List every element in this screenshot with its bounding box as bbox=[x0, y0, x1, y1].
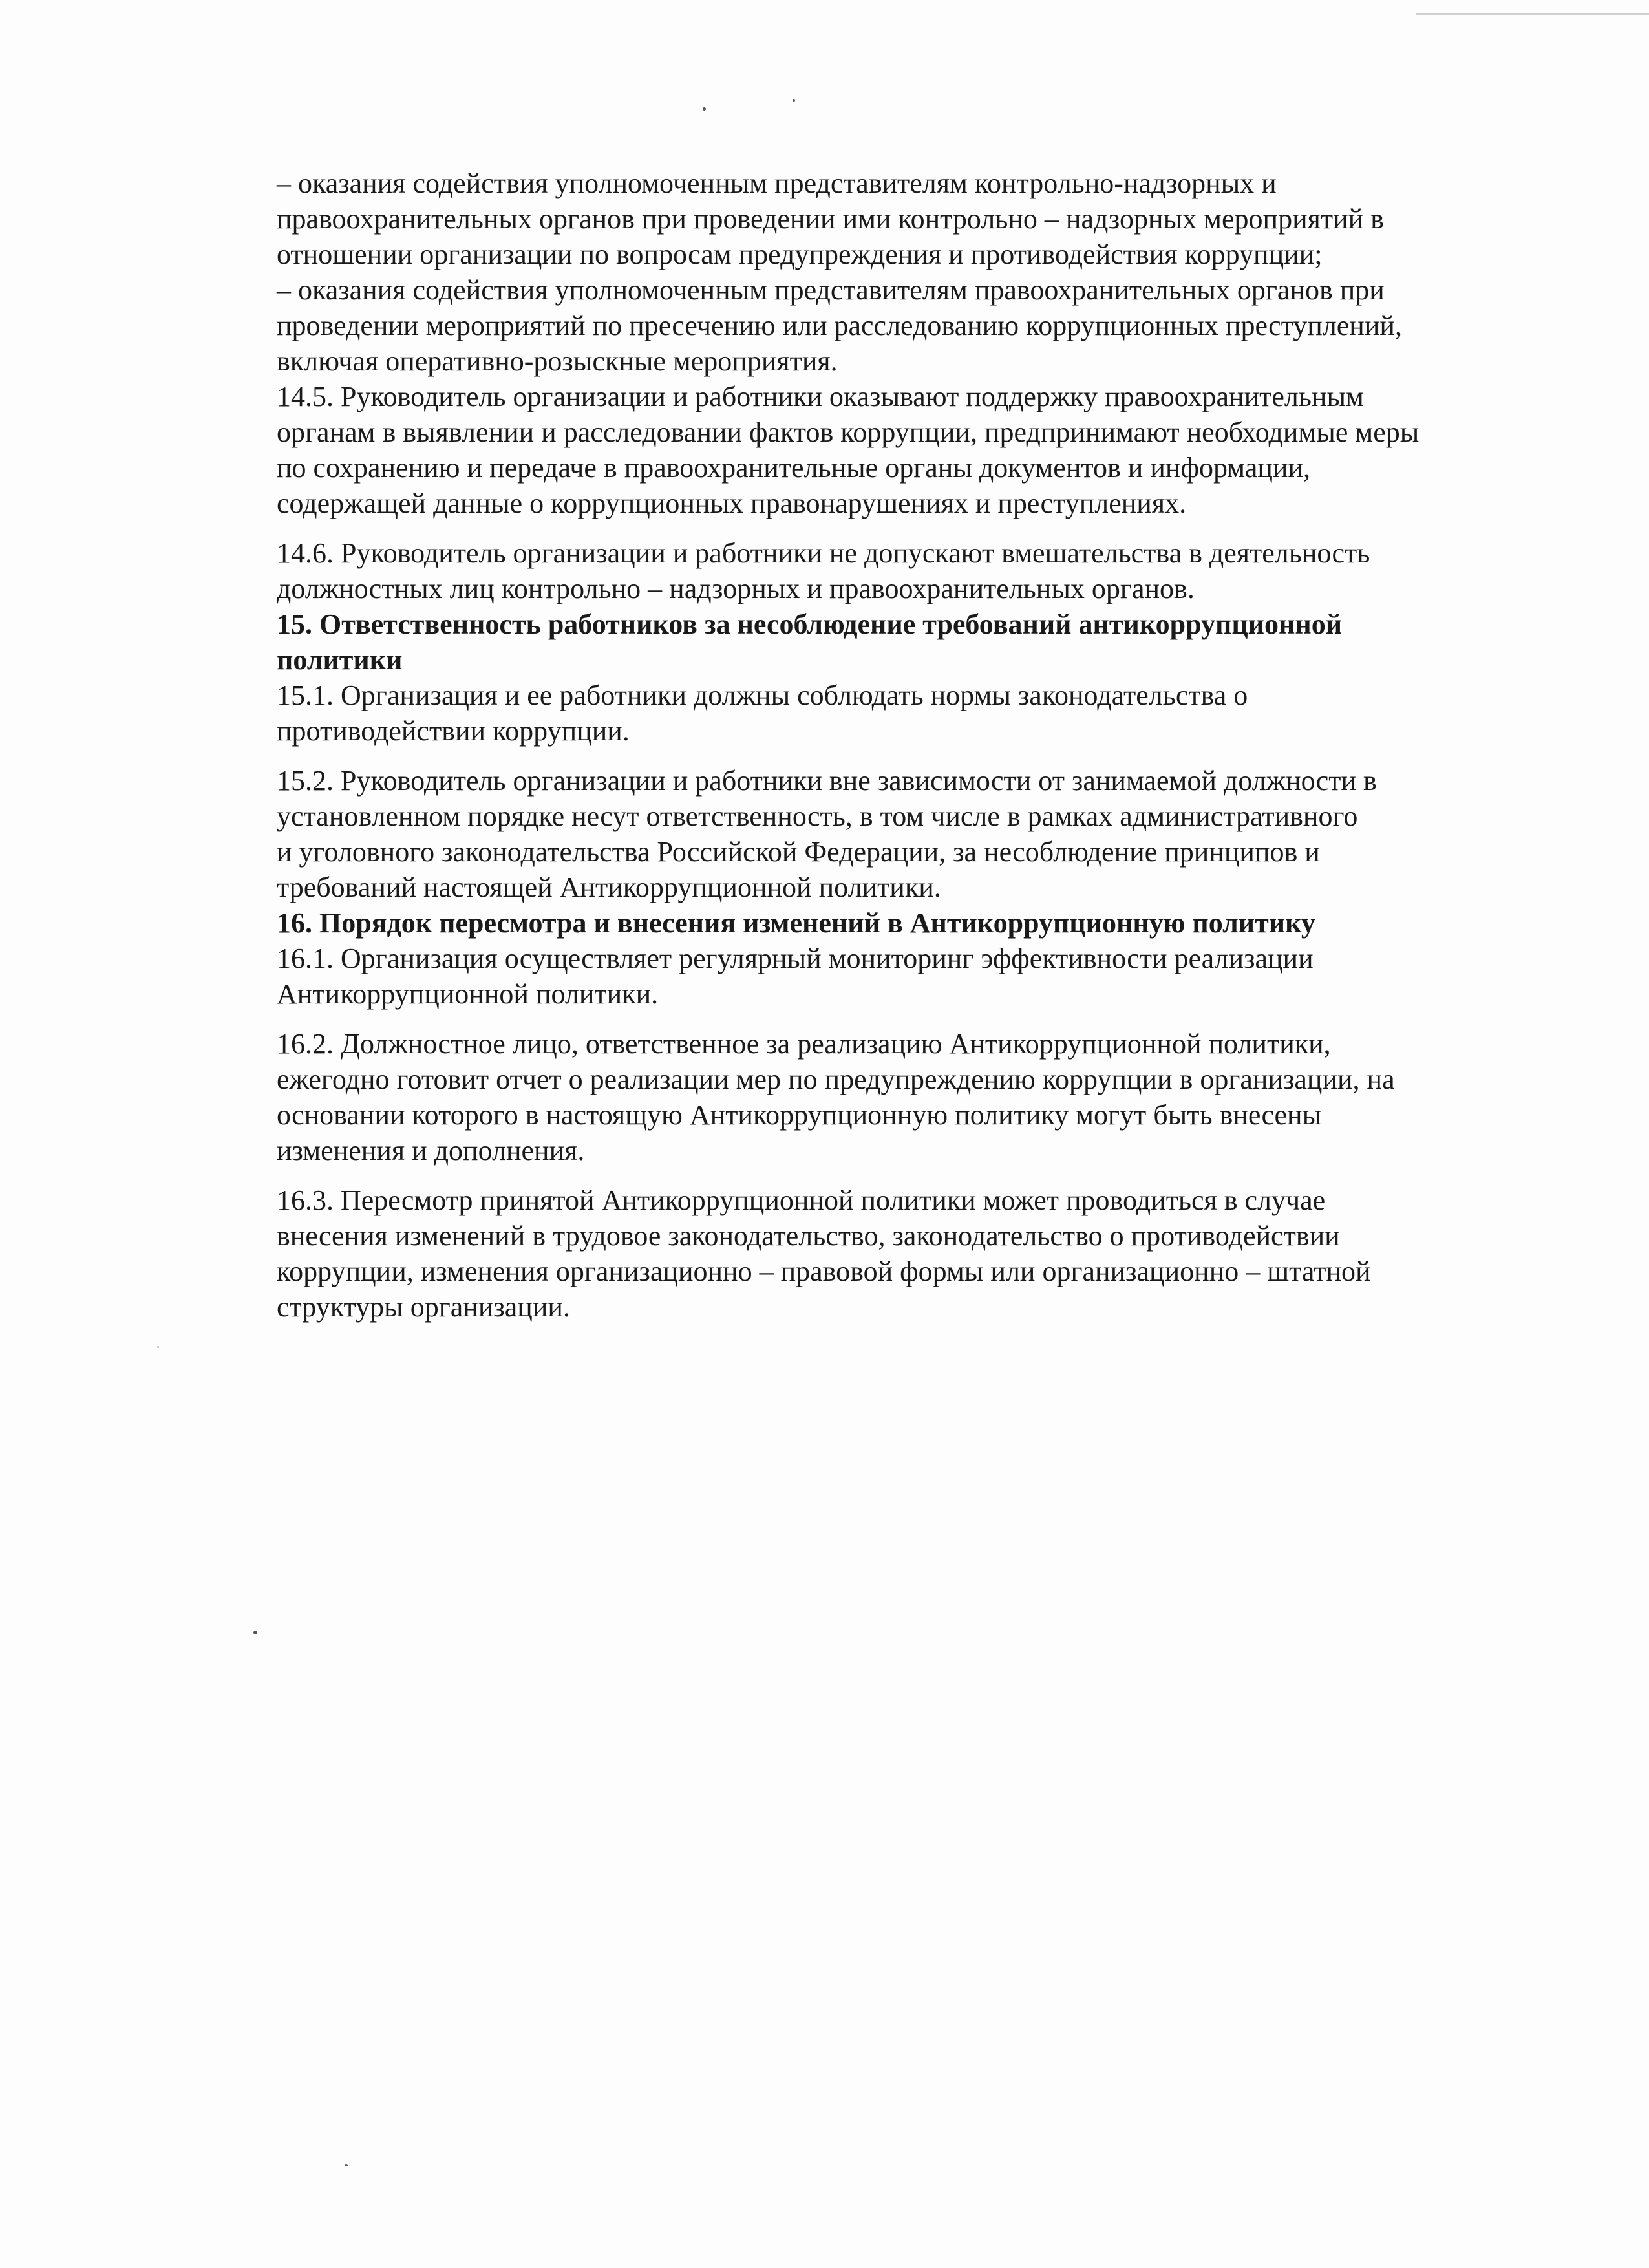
paragraph bbox=[277, 941, 1544, 1012]
paragraph bbox=[277, 166, 1544, 379]
text-line: 15. Ответственность работников за несоблюдение требований антикоррупционной bbox=[277, 608, 1343, 640]
paragraph bbox=[277, 379, 1544, 521]
text-line: 16.3. Пересмотр принятой Антикоррупционной политики может проводиться в случае bbox=[277, 1184, 1326, 1216]
text-line: Антикоррупционной политики. bbox=[277, 978, 659, 1010]
scan-speck bbox=[793, 99, 795, 102]
scan-speck bbox=[345, 2164, 348, 2166]
text-line: должностных лиц контрольно – надзорных и правоохранительных органов. bbox=[277, 573, 1195, 604]
text-line: 15.1. Организация и ее работники должны соблюдать нормы законодательства о bbox=[277, 679, 1248, 711]
text-line: отношении организации по вопросам предупреждения и противодействия коррупции; bbox=[277, 239, 1323, 270]
text-line: 14.6. Руководитель организации и работники не допускают вмешательства в деятельность bbox=[277, 537, 1370, 569]
text-line: – оказания содействия уполномоченным представителям контрольно-надзорных и bbox=[277, 167, 1277, 199]
paragraph bbox=[277, 535, 1544, 606]
paragraph bbox=[277, 763, 1544, 905]
text-line: 16.1. Организация осуществляет регулярный мониторинг эффективности реализации bbox=[277, 943, 1314, 974]
text-line: и уголовного законодательства Российской Федерации, за несоблюдение принципов и bbox=[277, 836, 1320, 868]
text-line: структуры организации. bbox=[277, 1291, 570, 1323]
text-line: ежегодно готовит отчет о реализации мер по предупреждению коррупции в организации, на bbox=[277, 1064, 1395, 1095]
text-line: проведении мероприятий по пресечению или расследованию коррупционных преступлений, bbox=[277, 310, 1402, 341]
text-line: 16. Порядок пересмотра и внесения изменений в Антикоррупционную политику bbox=[277, 907, 1315, 939]
section-heading bbox=[277, 905, 1544, 941]
text-line: установленном порядке несут ответственность, в том числе в рамках административного bbox=[277, 800, 1358, 832]
scan-speck bbox=[253, 1631, 257, 1634]
section-heading bbox=[277, 606, 1544, 678]
document-body bbox=[277, 166, 1544, 1325]
text-line: требований настоящей Антикоррупционной политики. bbox=[277, 872, 941, 903]
text-line: 15.2. Руководитель организации и работники вне зависимости от занимаемой должности в bbox=[277, 765, 1377, 797]
paragraph bbox=[277, 1026, 1544, 1168]
scan-speck bbox=[157, 1346, 159, 1348]
text-line: основании которого в настоящую Антикоррупционную политику могут быть внесены bbox=[277, 1099, 1322, 1131]
text-line: 16.2. Должностное лицо, ответственное за реализацию Антикоррупционной политики, bbox=[277, 1028, 1331, 1060]
text-line: коррупции, изменения организационно – правовой формы или организационно – штатной bbox=[277, 1256, 1371, 1287]
text-line: – оказания содействия уполномоченным представителям правоохранительных органов при bbox=[277, 274, 1385, 306]
scan-speck bbox=[703, 107, 706, 111]
paragraph bbox=[277, 1182, 1544, 1325]
text-line: органам в выявлении и расследовании фактов коррупции, предпринимают необходимые меры bbox=[277, 416, 1420, 448]
text-line: противодействии коррупции. bbox=[277, 715, 630, 747]
text-line: правоохранительных органов при проведении ими контрольно – надзорных мероприятий в bbox=[277, 203, 1384, 235]
text-line: по сохранению и передаче в правоохранительные органы документов и информации, bbox=[277, 452, 1310, 484]
paragraph bbox=[277, 678, 1544, 749]
text-line: содержащей данные о коррупционных правонарушениях и преступлениях. bbox=[277, 487, 1187, 519]
text-line: 14.5. Руководитель организации и работники оказывают поддержку правоохранительным bbox=[277, 381, 1364, 412]
text-line: внесения изменений в трудовое законодательство, законодательство о противодействии bbox=[277, 1220, 1340, 1252]
text-line: включая оперативно-розыскные мероприятия. bbox=[277, 345, 838, 377]
text-line: политики bbox=[277, 644, 403, 676]
scan-edge-mark bbox=[1416, 13, 1649, 15]
text-line: изменения и дополнения. bbox=[277, 1135, 585, 1166]
